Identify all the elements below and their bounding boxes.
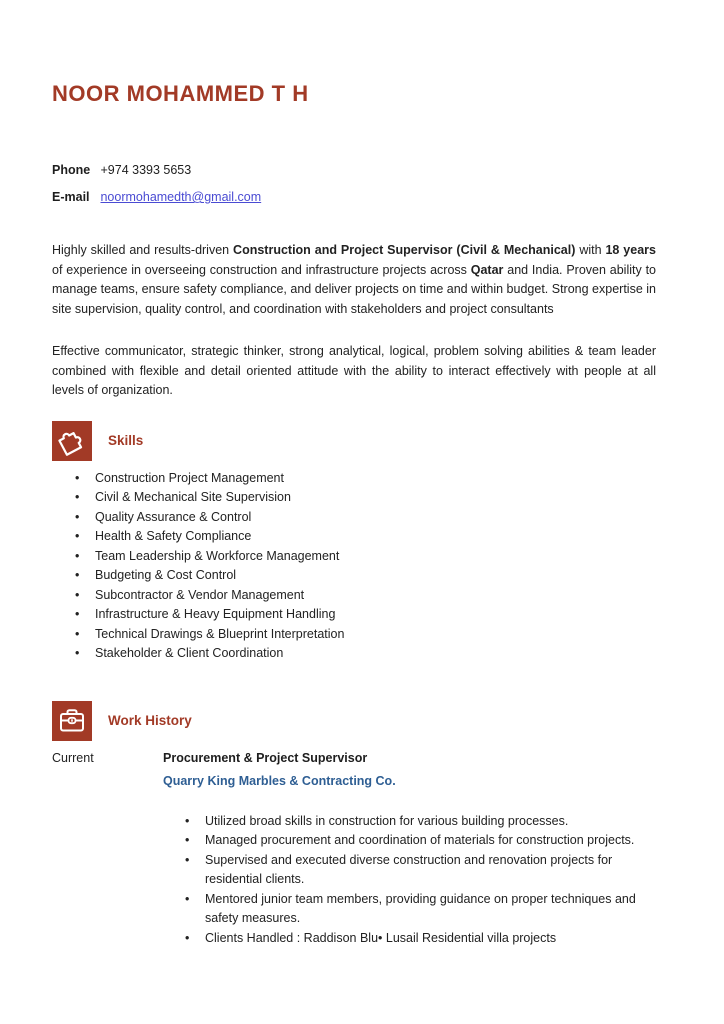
- job-bullet: • Supervised and executed diverse construction and renovation projects for residential clients.: [185, 851, 656, 890]
- summary-segment: and India. Proven ability to manage teams, ensure safety compliance, and deliver projects on time and within budget. Strong expertise in site supervision, quality control, and coordination with stakeholders and project consultants: [52, 262, 656, 316]
- puzzle-icon: [52, 421, 92, 461]
- job-bullet: • Utilized broad skills in construction for various building processes.: [185, 812, 656, 832]
- skill-item: • Stakeholder & Client Coordination: [52, 644, 656, 664]
- summary-paragraph-2: Effective communicator, strategic thinker, strong analytical, logical, problem solving abilities & team leader combined with flexible and detail oriented attitude with the ability to interact effectively with people at all levels of organization.: [52, 344, 656, 397]
- job-bullet-list: [185, 812, 656, 949]
- job-main: [163, 750, 396, 790]
- skill-item: • Technical Drawings & Blueprint Interpretation: [52, 625, 656, 645]
- work-history-section-title: Work History: [108, 713, 192, 728]
- skills-section-title: Skills: [108, 433, 144, 448]
- summary-bold-role: Construction and Project Supervisor (Civil & Mechanical): [233, 243, 576, 257]
- job-title: Procurement & Project Supervisor: [163, 750, 368, 765]
- contact-block: [52, 162, 656, 205]
- skill-item: • Subcontractor & Vendor Management: [52, 586, 656, 606]
- job-bullet: • Mentored junior team members, providing guidance on proper techniques and safety measures.: [185, 890, 656, 929]
- page-title: NOOR MOHAMMED T H: [52, 81, 309, 106]
- job-date: Current: [52, 750, 94, 765]
- skill-item: • Civil & Mechanical Site Supervision: [52, 488, 656, 508]
- email-link[interactable]: noormohamedth@gmail.com: [100, 190, 262, 204]
- skill-item: • Infrastructure & Heavy Equipment Handling: [52, 605, 656, 625]
- job-company: Quarry King Marbles & Contracting Co.: [163, 773, 396, 788]
- job-bullet: • Managed procurement and coordination of materials for construction projects.: [185, 831, 656, 851]
- skill-item: • Budgeting & Cost Control: [52, 566, 656, 586]
- email-row: [52, 189, 656, 205]
- skill-item: • Construction Project Management: [52, 469, 656, 489]
- summary-segment: with: [575, 243, 606, 257]
- skill-item: • Team Leadership & Workforce Management: [52, 547, 656, 567]
- job-bullet: • Clients Handled : Raddison Blu• Lusail Residential villa projects: [185, 929, 656, 949]
- skill-item: • Quality Assurance & Control: [52, 508, 656, 528]
- email-label: E-mail: [52, 190, 90, 204]
- summary-segment: Highly skilled and results-driven: [52, 243, 234, 257]
- briefcase-icon: [52, 701, 92, 741]
- summary-segment: of experience in overseeing construction and infrastructure projects across: [52, 262, 471, 277]
- phone-label: Phone: [52, 163, 91, 177]
- summary-bold-location: Qatar: [470, 262, 504, 277]
- phone-row: [52, 162, 656, 178]
- work-history-section-header: [52, 701, 656, 741]
- summary-bold-years: 18 years: [605, 243, 656, 257]
- skill-item: • Health & Safety Compliance: [52, 527, 656, 547]
- summary-paragraph-1: [52, 241, 656, 319]
- job-entry: [52, 750, 656, 790]
- phone-value: +974 3393 5653: [100, 163, 192, 177]
- skills-list: [52, 469, 656, 664]
- skills-section-header: [52, 421, 656, 461]
